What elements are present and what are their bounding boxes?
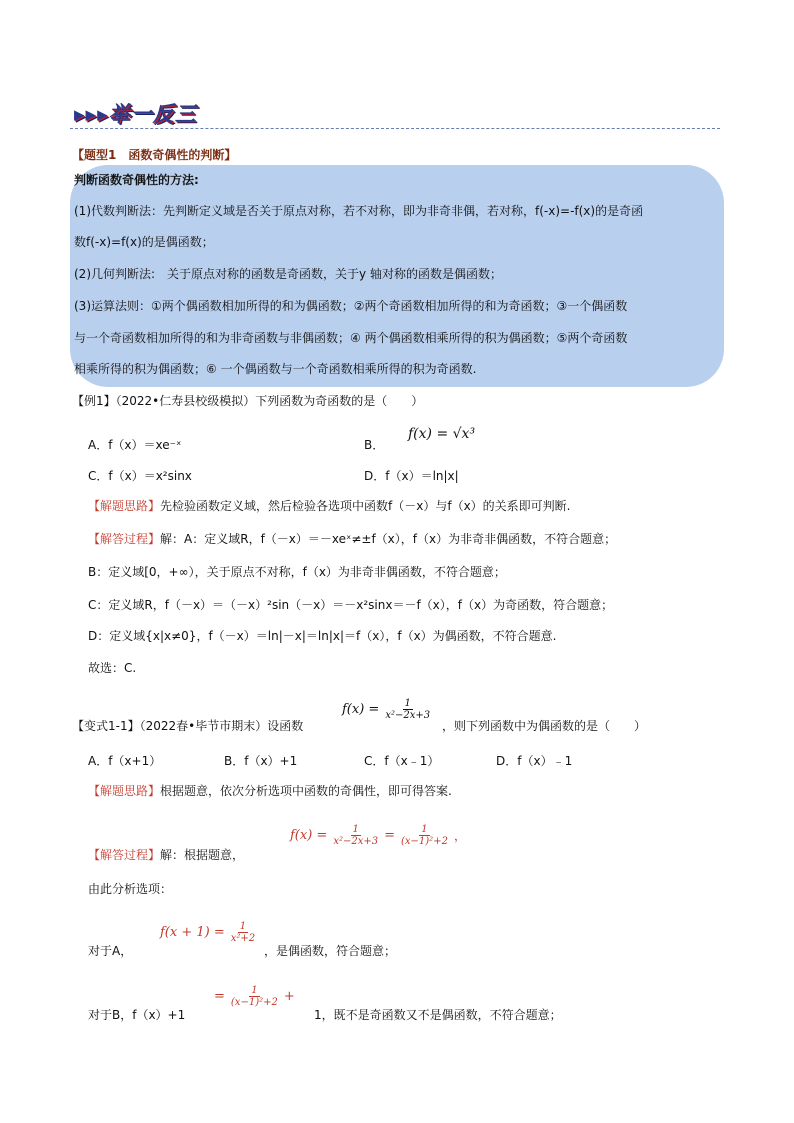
example1-stem: 【例1】（2022•仁寿县校级模拟）下列函数为奇函数的是（ ） xyxy=(72,394,424,408)
example1-process-line-c: C：定义域R，f（－x）＝（－x）²sin（－x）＝－x²sinx＝－f（x），f（x）为奇函数，符合题意； xyxy=(88,598,614,612)
example1-option-b-formula: f(x) = √x³ xyxy=(408,426,476,442)
variant11-stem-prefix: 【变式1-1】（2022春•毕节市期末）设函数 xyxy=(72,719,304,733)
example1-option-c: C．f（x）＝x²sinx xyxy=(88,469,192,483)
method-line-1: 判断函数奇偶性的方法: xyxy=(74,173,199,187)
variant11-process-comma: ， xyxy=(453,829,466,843)
method-line-2: (1)代数判断法：先判断定义域是否关于原点对称，若不对称，即为非奇非偶，若对称，f(-x)=-f(x)的是奇函 xyxy=(74,204,644,218)
method-line-4: (2)几何判断法: 关于原点对称的函数是奇函数，关于y 轴对称的函数是偶函数； xyxy=(74,267,502,281)
example1-answer: 故选：C. xyxy=(88,661,137,675)
variant11-process-text: 解：根据题意， xyxy=(160,848,245,862)
variant11-process-fraction-1: $\frac{1}{\text{x²−2x+3}}$ xyxy=(333,824,379,847)
variant11-for-a-prefix: 对于A， xyxy=(88,944,133,958)
example1-idea-text: 先检验函数定义域，然后检验各选项中函数f（－x）与f（x）的关系即可判断. xyxy=(160,499,571,513)
example1-option-b-label: B． xyxy=(364,438,385,452)
example1-idea-label: 【解题思路】 xyxy=(88,499,161,513)
variant11-stem-fraction: $\frac{1}{\text{x²−2x+3}}$ xyxy=(385,698,431,721)
section-logo: ▸▸▸举一反三 xyxy=(74,101,197,126)
method-line-6: 与一个奇函数相加所得的和为非奇函数与非偶函数；④ 两个偶函数相乘所得的积为偶函数；⑤两个奇函数 xyxy=(74,331,628,345)
variant11-for-a-fraction: $\frac{1}{\text{x²+2}}$ xyxy=(230,921,256,944)
example1-process-line-d: D：定义域{x|x≠0}，f（－x）＝ln|－x|＝ln|x|＝f（x），f（x）为偶函数，不符合题意. xyxy=(88,629,557,643)
example1-process-label: 【解答过程】 xyxy=(88,532,161,546)
example1-option-a: A．f（x）＝xe⁻ˣ xyxy=(88,438,182,452)
variant11-for-b-prefix: 对于B，f（x）+1 xyxy=(88,1008,186,1022)
topic-title: 【题型1 函数奇偶性的判断】 xyxy=(72,148,237,162)
variant11-option-c: C．f（x﹣1） xyxy=(364,754,440,768)
variant11-idea-text: 根据题意，依次分析选项中函数的奇偶性，即可得答案. xyxy=(160,784,452,798)
method-line-3: 数f(-x)=f(x)的是偶函数； xyxy=(74,235,214,249)
example1-process-line-b: B：定义域[0，+∞），关于原点不对称，f（x）为非奇非偶函数，不符合题意； xyxy=(88,565,506,579)
variant11-analysis: 由此分析选项： xyxy=(88,882,173,896)
example1-process-line-a: 解：A：定义域R，f（－x）＝－xeˣ≠±f（x），f（x）为非奇非偶函数，不符合题意； xyxy=(160,532,617,546)
variant11-process-label: 【解答过程】 xyxy=(88,848,161,862)
variant11-option-a: A．f（x+1） xyxy=(88,754,162,768)
variant11-for-b-suffix: 1，既不是奇函数又不是偶函数，不符合题意； xyxy=(314,1008,562,1022)
variant11-idea-label: 【解题思路】 xyxy=(88,784,161,798)
variant11-process-equals: = xyxy=(384,828,395,843)
variant11-for-a-suffix: ，是偶函数，符合题意； xyxy=(264,944,397,958)
variant11-stem-fx: f(x) = xyxy=(342,702,380,717)
variant11-for-a-fx: f(x + 1) = xyxy=(160,925,225,940)
header-divider xyxy=(70,128,720,129)
method-line-5: (3)运算法则：①两个偶函数相加所得的和为偶函数；②两个奇函数相加所得的和为奇函数；③一个偶函数 xyxy=(74,299,628,313)
variant11-for-b-fraction: $\frac{1}{\text{(x−1)²+2}}$ xyxy=(230,985,278,1008)
variant11-for-b-plus: + xyxy=(283,989,295,1004)
variant11-stem-suffix: ，则下列函数中为偶函数的是（ ） xyxy=(442,719,647,733)
variant11-process-fraction-2: $\frac{1}{\text{(x−1)²+2}}$ xyxy=(401,824,448,847)
example1-option-d: D．f（x）＝ln|x| xyxy=(364,469,459,483)
variant11-process-fx: f(x) = xyxy=(290,828,328,843)
method-line-7: 相乘所得的积为偶函数；⑥ 一个偶函数与一个奇函数相乘所得的积为奇函数. xyxy=(74,362,477,376)
variant11-option-b: B．f（x）+1 xyxy=(224,754,298,768)
variant11-for-b-equals: = xyxy=(214,989,225,1004)
variant11-option-d: D．f（x）﹣1 xyxy=(496,754,573,768)
